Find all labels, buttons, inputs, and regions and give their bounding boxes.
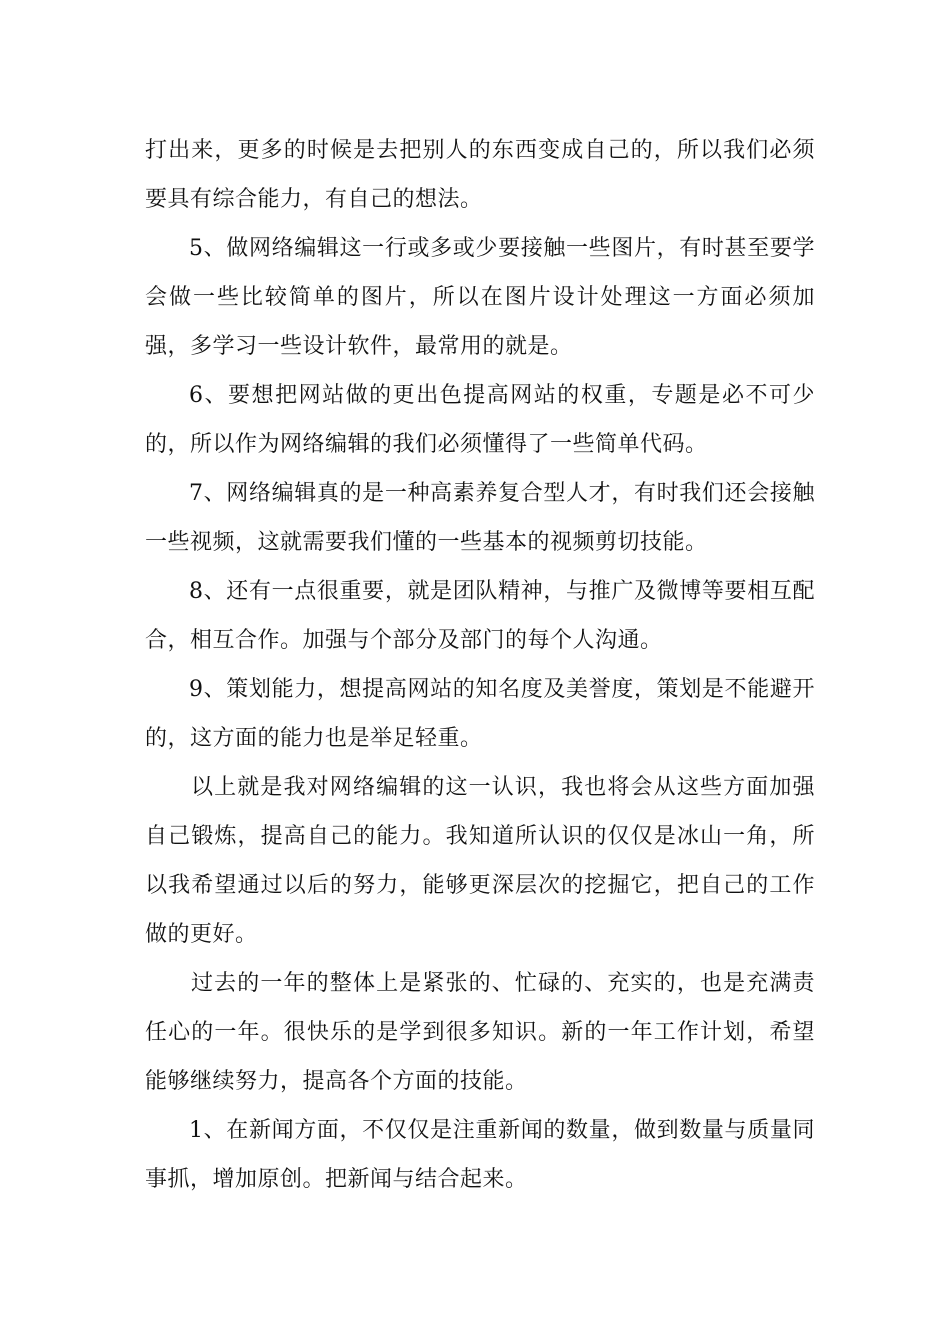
paragraph-plan-item-1: 1、在新闻方面，不仅仅是注重新闻的数量，做到数量与质量同事抓，增加原创。把新闻与结合起来。 — [145, 1118, 815, 1192]
paragraph-item-5: 5、做网络编辑这一行或多或少要接触一些图片，有时甚至要学会做一些比较简单的图片，所以在图片设计处理这一方面必须加强，多学习一些设计软件，最常用的就是。 — [145, 236, 815, 359]
paragraph-item-7: 7、网络编辑真的是一种高素养复合型人才，有时我们还会接触一些视频，这就需要我们懂的一些基本的视频剪切技能。 — [145, 481, 815, 555]
paragraph-item-8: 8、还有一点很重要，就是团队精神，与推广及微博等要相互配合，相互合作。加强与个部分及部门的每个人沟通。 — [145, 579, 815, 653]
paragraph-summary: 以上就是我对网络编辑的这一认识，我也将会从这些方面加强自己锻炼，提高自己的能力。我知道所认识的仅仅是冰山一角，所以我希望通过以后的努力，能够更深层次的挖掘它，把自己的工作做的更好。 — [145, 775, 815, 947]
paragraph-item-6: 6、要想把网站做的更出色提高网站的权重，专题是必不可少的，所以作为网络编辑的我们必须懂得了一些简单代码。 — [145, 383, 815, 457]
paragraph-continuation: 打出来，更多的时候是去把别人的东西变成自己的，所以我们必须要具有综合能力，有自己的想法。 — [145, 138, 815, 212]
document-page — [145, 126, 815, 1204]
paragraph-item-9: 9、策划能力，想提高网站的知名度及美誉度，策划是不能避开的，这方面的能力也是举足轻重。 — [145, 677, 815, 751]
paragraph-year-review: 过去的一年的整体上是紧张的、忙碌的、充实的，也是充满责任心的一年。很快乐的是学到很多知识。新的一年工作计划，希望能够继续努力，提高各个方面的技能。 — [145, 971, 815, 1094]
